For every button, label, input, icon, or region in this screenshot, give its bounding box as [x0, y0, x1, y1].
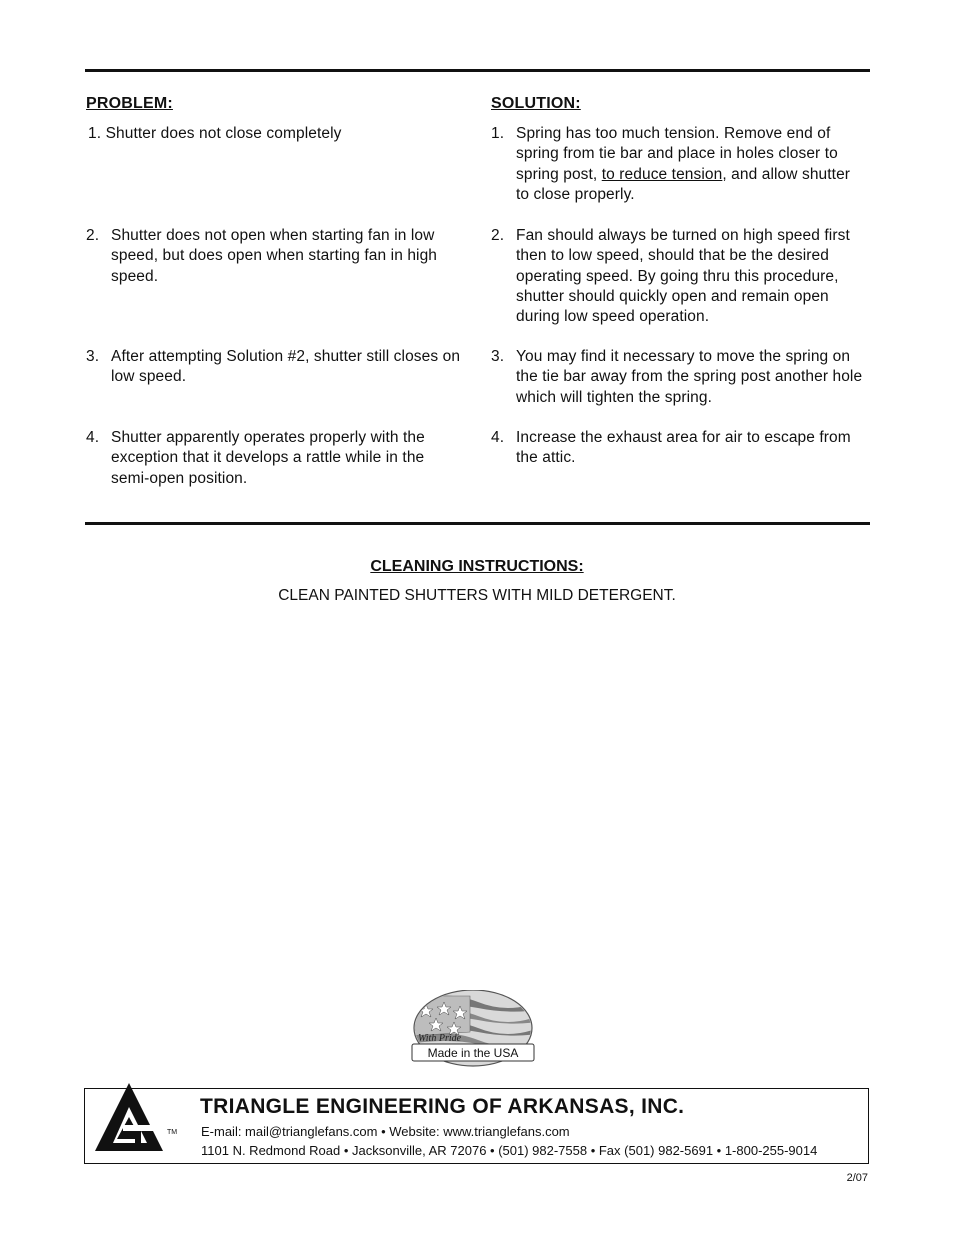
- problem-item: [86, 226, 466, 287]
- top-rule: [85, 69, 870, 72]
- solution-heading: SOLUTION:: [491, 95, 581, 112]
- solution-text: Fan should always be turned on high speed first then to low speed, should that be the desired operating speed. By going thru this procedure, shutter should quickly open and remain open during low speed operation.: [516, 227, 850, 326]
- problem-text: After attempting Solution #2, shutter still closes on low speed.: [111, 348, 461, 386]
- problem-text: Shutter does not open when starting fan in low speed, but does open when starting fan in high speed.: [111, 227, 438, 285]
- trademark-mark: TM: [167, 1129, 178, 1136]
- problem-number: 3.: [86, 348, 100, 365]
- made-in-usa-label: Made in the USA: [427, 1046, 519, 1060]
- problem-item: [88, 124, 468, 144]
- problem-text: Shutter apparently operates properly with the exception that it develops a rattle while in the semi-open position.: [111, 429, 425, 487]
- solution-item: [491, 428, 866, 469]
- problem-item: [86, 428, 466, 489]
- solution-item: [491, 226, 866, 327]
- solution-number: 1.: [491, 125, 505, 142]
- solution-item: [491, 124, 866, 205]
- solution-text: Increase the exhaust area for air to escape from the attic.: [516, 429, 851, 467]
- made-in-usa-badge: [408, 990, 538, 1070]
- middle-rule: [85, 522, 870, 525]
- solution-number: 4.: [491, 429, 505, 446]
- problem-text: Shutter does not close completely: [105, 125, 342, 142]
- solution-text: You may find it necessary to move the spring on the tie bar away from the spring post another hole which will tighten the spring.: [516, 348, 863, 406]
- solution-text-part: , and allow shutter to close properly.: [516, 165, 851, 203]
- cleaning-heading: CLEANING INSTRUCTIONS:: [370, 558, 584, 575]
- problem-item: [86, 347, 466, 388]
- solution-number: 2.: [491, 227, 505, 244]
- solution-text-part: Spring has too much tension. Remove end of spring from tie bar and place in holes closer to spring post,: [516, 125, 838, 183]
- contact-email-website: E-mail: mail@trianglefans.com • Website: www.trianglefans.com: [201, 1124, 570, 1139]
- solution-item: [491, 347, 866, 408]
- date-code: 2/07: [846, 1172, 868, 1184]
- contact-address-phone: 1101 N. Redmond Road • Jacksonville, AR 72076 • (501) 982-7558 • Fax (501) 982-5691 • 1-800-255-9014: [201, 1143, 818, 1158]
- solution-text: [491, 124, 866, 205]
- problem-heading: PROBLEM:: [86, 95, 173, 112]
- triangle-logo-icon: [93, 1081, 165, 1157]
- problem-number: 4.: [86, 429, 100, 446]
- company-name: TRIANGLE ENGINEERING OF ARKANSAS, INC.: [200, 1095, 685, 1118]
- with-pride-text: With Pride: [418, 1033, 462, 1044]
- company-footer: [84, 1088, 869, 1164]
- cleaning-body: CLEAN PAINTED SHUTTERS WITH MILD DETERGENT.: [278, 587, 676, 604]
- underlined-phrase: to reduce tension: [601, 165, 723, 183]
- solution-number: 3.: [491, 348, 505, 365]
- problem-number: 2.: [86, 227, 100, 244]
- problem-number: 1.: [88, 125, 102, 142]
